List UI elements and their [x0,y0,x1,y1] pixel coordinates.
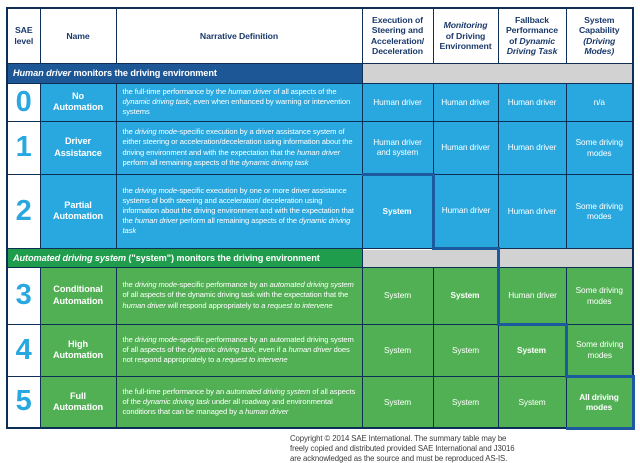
value-system-capability: Some driving modes [566,324,633,376]
value-fallback: System [498,324,566,376]
value-fallback: Human driver [498,83,566,121]
table-row-level-1 [7,121,633,174]
level-number: 4 [7,324,40,376]
value-execution: System [362,267,433,324]
value-fallback: Human driver [498,174,566,248]
table-row-level-0 [7,83,633,121]
level-number: 0 [7,83,40,121]
level-number: 1 [7,121,40,174]
header-cell-narrative-definition: Narrative Definition [116,8,362,63]
header-cell-system-capability: System Capability (Driving Modes) [566,8,633,63]
table-row-level-2 [7,174,633,248]
narrative-definition: the driving mode-specific performance by an automated driving system of all aspects of the dynamic driving task with the expectation that the human driver will respond appropriately to a request to intervene [116,267,362,324]
copyright-line: freely copied and distributed provided SAE International and J3016 [290,443,515,453]
level-name: High Automation [40,324,116,376]
narrative-definition: the driving mode-specific execution by a driver assistance system of either steering or acceleration/deceleration using information about the driving environment and with the expectation that the human driver perform all remaining aspects of the dynamic driving task [116,121,362,174]
table-row-level-4 [7,324,633,376]
copyright-line: Copyright © 2014 SAE International. The summary table may be [290,433,507,443]
value-monitoring: Human driver [433,83,498,121]
value-execution: Human driver [362,83,433,121]
value-system-capability: n/a [566,83,633,121]
sae-levels-table-page [6,7,633,463]
level-number: 2 [7,174,40,248]
copyright-line: are acknowledged as the source and must be reproduced AS-IS. [290,454,508,463]
header-row [7,8,633,63]
human-driver-banner-label: Human driver monitors the driving environment [7,63,362,83]
header-cell-execution: Execution of Steering and Acceleration/ Deceleration [362,8,433,63]
automated-system-banner-gray-cell-right [498,248,633,267]
level-name: Partial Automation [40,174,116,248]
table-row-level-5 [7,376,633,428]
header-cell-fallback: Fallback Performance of Dynamic Driving Task [498,8,566,63]
value-monitoring: Human driver [433,121,498,174]
human-driver-banner-gray-cell [362,63,633,83]
value-execution: System [362,376,433,428]
level-name: Conditional Automation [40,267,116,324]
narrative-definition: the driving mode-specific execution by one or more driver assistance systems of both steering and acceleration/ deceleration using information about the driving environment and with the expectation that the human driver perform all remaining aspects of the dynamic driving task [116,174,362,248]
value-fallback: System [498,376,566,428]
value-monitoring: Human driver [433,174,498,248]
header-cell-name: Name [40,8,116,63]
value-monitoring: System [433,324,498,376]
human-driver-banner-row [7,63,633,83]
table-row-level-3 [7,267,633,324]
level-number: 3 [7,267,40,324]
value-execution: System [362,174,433,248]
value-system-capability: Some driving modes [566,174,633,248]
value-monitoring: System [433,376,498,428]
narrative-definition: the driving mode-specific performance by an automated driving system of all aspects of the dynamic driving task, even if a human driver does not respond appropriately to a request to intervene [116,324,362,376]
narrative-definition: the full-time performance by an automated driving system of all aspects of the dynamic driving task under all roadway and environmental conditions that can be managed by a human driver [116,376,362,428]
narrative-definition: the full-time performance by the human driver of all aspects of the dynamic driving task, even when enhanced by warning or intervention systems [116,83,362,121]
value-execution: System [362,324,433,376]
copyright-notice [290,434,632,463]
level-number: 5 [7,376,40,428]
value-system-capability: All driving modes [566,376,633,428]
level-name: Driver Assistance [40,121,116,174]
automated-system-banner-row [7,248,633,267]
level-name: Full Automation [40,376,116,428]
value-monitoring: System [433,267,498,324]
automated-system-banner-gray-cell-left [362,248,498,267]
value-system-capability: Some driving modes [566,267,633,324]
header-cell-monitoring: Monitoring of Driving Environment [433,8,498,63]
value-system-capability: Some driving modes [566,121,633,174]
value-fallback: Human driver [498,121,566,174]
automated-system-banner-label: Automated driving system ("system") monitors the driving environment [7,248,362,267]
header-cell-sae-level: SAE level [7,8,40,63]
value-execution: Human driver and system [362,121,433,174]
sae-levels-table [6,7,635,430]
value-fallback: Human driver [498,267,566,324]
level-name: No Automation [40,83,116,121]
